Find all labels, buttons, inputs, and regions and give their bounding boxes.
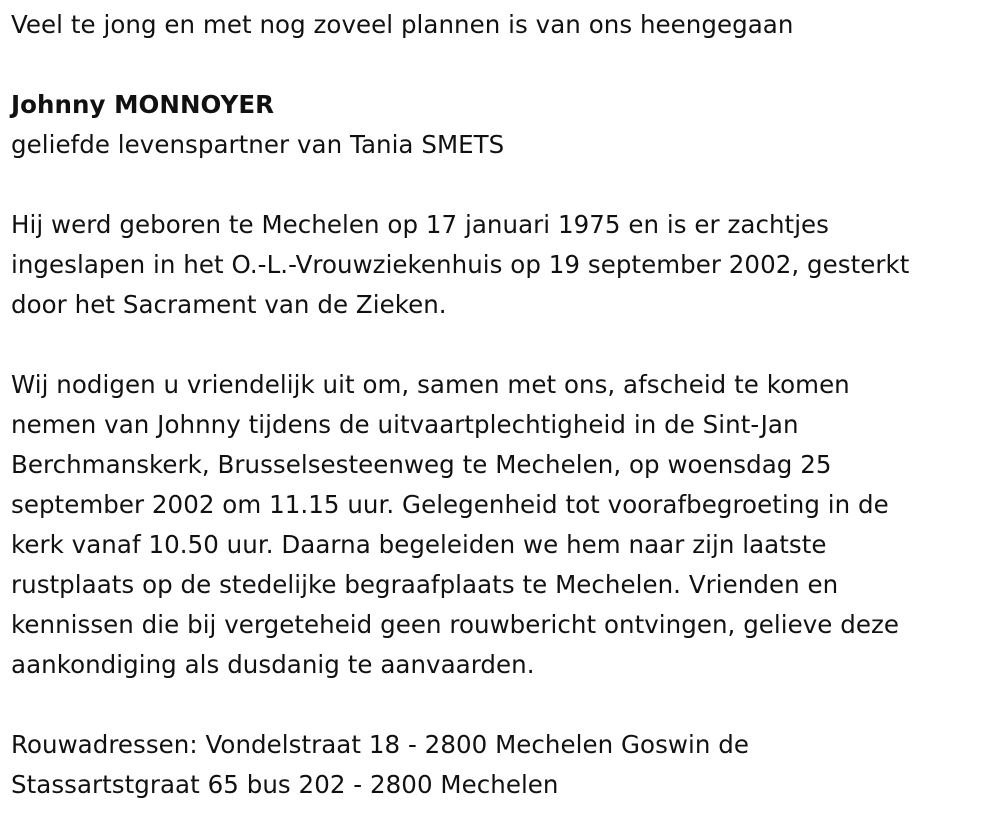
paragraph-line: Stassartstgraat 65 bus 202 - 2800 Mechelen [11,770,559,799]
death-notice [11,5,996,805]
paragraph-line: nemen van Johnny tijdens de uitvaartplechtigheid in de Sint-Jan [11,410,799,439]
paragraph-line: september 2002 om 11.15 uur. Gelegenheid tot voorafbegroeting in de [11,490,889,519]
partner-text: geliefde levenspartner van Tania SMETS [11,130,505,159]
spacer [11,45,996,85]
deceased-name: Johnny MONNOYER [11,90,275,119]
intro-text: Veel te jong en met nog zoveel plannen is van ons heengegaan [11,10,794,39]
spacer [11,325,996,365]
invitation-paragraph [11,365,996,685]
paragraph-line: door het Sacrament van de Zieken. [11,290,447,319]
paragraph-line: kerk vanaf 10.50 uur. Daarna begeleiden we hem naar zijn laatste [11,530,827,559]
paragraph-line: aankondiging als dusdanig te aanvaarden. [11,650,535,679]
address-paragraph [11,725,996,805]
paragraph-line: ingeslapen in het O.-L.-Vrouwziekenhuis op 19 september 2002, gesterkt [11,250,910,279]
birth-paragraph [11,205,996,325]
spacer [11,685,996,725]
paragraph-line: Rouwadressen: Vondelstraat 18 - 2800 Mechelen Goswin de [11,730,749,759]
paragraph-line: Berchmanskerk, Brusselsesteenweg te Mechelen, op woensdag 25 [11,450,832,479]
spacer [11,165,996,205]
paragraph-line: Hij werd geboren te Mechelen op 17 januari 1975 en is er zachtjes [11,210,829,239]
paragraph-line: rustplaats op de stedelijke begraafplaats te Mechelen. Vrienden en [11,570,839,599]
paragraph-line: kennissen die bij vergeteheid geen rouwbericht ontvingen, gelieve deze [11,610,900,639]
paragraph-line: Wij nodigen u vriendelijk uit om, samen met ons, afscheid te komen [11,370,850,399]
